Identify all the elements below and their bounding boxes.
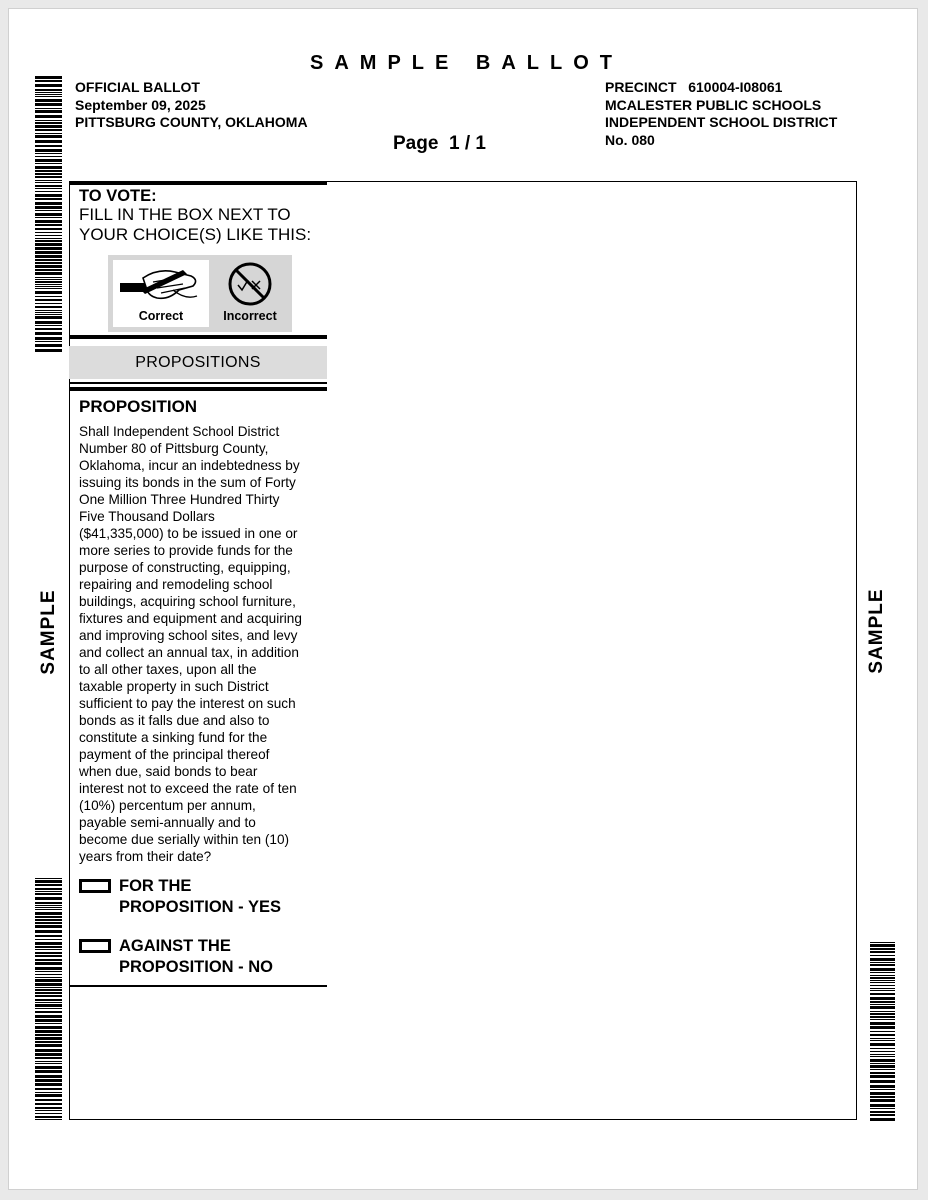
proposition-text-line: Oklahoma, incur an indebtedness by <box>79 458 300 473</box>
proposition-text-line: Shall Independent School District <box>79 424 280 439</box>
proposition-text-line: and improving school sites, and levy <box>79 628 298 643</box>
sample-watermark-left: SAMPLE <box>38 589 59 675</box>
barcode-right-bottom <box>870 942 895 1122</box>
county-label: PITTSBURG COUNTY, OKLAHOMA <box>75 114 308 130</box>
barcode-left-bottom <box>35 878 62 1122</box>
proposition-text <box>79 423 329 865</box>
choice-no-label <box>119 936 273 978</box>
proposition-text-line: interest not to exceed the rate of ten <box>79 781 297 796</box>
proposition-text-line: purpose of constructing, equipping, <box>79 560 291 575</box>
proposition-text-line: bonds as it falls due and also to <box>79 713 270 728</box>
proposition-text-line: Five Thousand Dollars <box>79 509 215 524</box>
proposition-text-line: payable semi-annually and to <box>79 815 256 830</box>
correct-label: Correct <box>138 309 184 323</box>
instructions-heading: TO VOTE: <box>79 187 157 205</box>
correct-example <box>113 260 209 327</box>
proposition-text-line: One Million Three Hundred Thirty <box>79 492 280 507</box>
choice-no-line1: AGAINST THE <box>119 937 231 955</box>
choice-yes-label <box>119 876 281 918</box>
choice-no-line2: PROPOSITION - NO <box>119 958 274 976</box>
proposition-text-line: constitute a sinking fund for the <box>79 730 268 745</box>
proposition-text-line: Number 80 of Pittsburg County, <box>79 441 269 456</box>
divider <box>69 387 327 391</box>
proposition-text-line: sufficient to pay the interest on such <box>79 696 296 711</box>
divider <box>69 382 327 384</box>
ballot-title: SAMPLE BALLOT <box>310 52 623 74</box>
official-ballot-label: OFFICIAL BALLOT <box>75 79 200 95</box>
precinct-number: 610004-I08061 <box>688 79 783 95</box>
proposition-text-line: repairing and remodeling school <box>79 577 273 592</box>
district-number: No. 080 <box>605 131 655 148</box>
incorrect-example <box>214 260 286 327</box>
marking-example <box>108 255 292 332</box>
proposition-text-line: issuing its bonds in the sum of Forty <box>79 475 296 490</box>
proposition-text-line: to all other taxes, upon all the <box>79 662 257 677</box>
divider <box>69 985 327 987</box>
pen-marking-icon <box>113 260 209 310</box>
header-left <box>75 79 308 132</box>
prohibited-check-icon <box>214 260 286 310</box>
proposition-text-line: more series to provide funds for the <box>79 543 293 558</box>
instructions-line2: YOUR CHOICE(S) LIKE THIS: <box>79 225 312 244</box>
divider <box>69 335 327 339</box>
barcode-left-top <box>35 76 62 352</box>
proposition-text-line: fixtures and equipment and acquiring <box>79 611 302 626</box>
precinct-line <box>605 79 837 97</box>
incorrect-label: Incorrect <box>223 309 277 323</box>
proposition-text-line: become due serially within ten (10) <box>79 832 290 847</box>
proposition-text-line: (10%) percentum per annum, <box>79 798 256 813</box>
proposition-text-line: when due, said bonds to bear <box>79 764 258 779</box>
district-name: MCALESTER PUBLIC SCHOOLS <box>605 96 822 113</box>
district-type: INDEPENDENT SCHOOL DISTRICT <box>605 114 838 130</box>
instructions-text <box>79 205 311 245</box>
choice-yes-line1: FOR THE <box>119 877 192 895</box>
proposition-heading: PROPOSITION <box>79 397 198 416</box>
vote-box-yes[interactable] <box>79 879 111 893</box>
vote-box-no[interactable] <box>79 939 111 953</box>
precinct-label: PRECINCT <box>605 79 677 95</box>
instructions-line1: FILL IN THE BOX NEXT TO <box>79 205 291 224</box>
proposition-text-line: buildings, acquiring school furniture, <box>79 594 296 609</box>
proposition-text-line: ($41,335,000) to be issued in one or <box>79 526 298 541</box>
election-date: September 09, 2025 <box>75 96 206 113</box>
sample-watermark-right: SAMPLE <box>866 588 887 674</box>
choice-yes-line2: PROPOSITION - YES <box>119 898 281 916</box>
divider <box>69 181 327 185</box>
page-number: Page 1 / 1 <box>393 133 486 154</box>
proposition-text-line: taxable property in such District <box>79 679 269 694</box>
proposition-text-line: payment of the principal thereof <box>79 747 270 762</box>
section-header-propositions: PROPOSITIONS <box>69 346 327 379</box>
header-right <box>605 79 837 149</box>
proposition-text-line: and collect an annual tax, in addition <box>79 645 299 660</box>
proposition-text-line: years from their date? <box>79 849 212 864</box>
